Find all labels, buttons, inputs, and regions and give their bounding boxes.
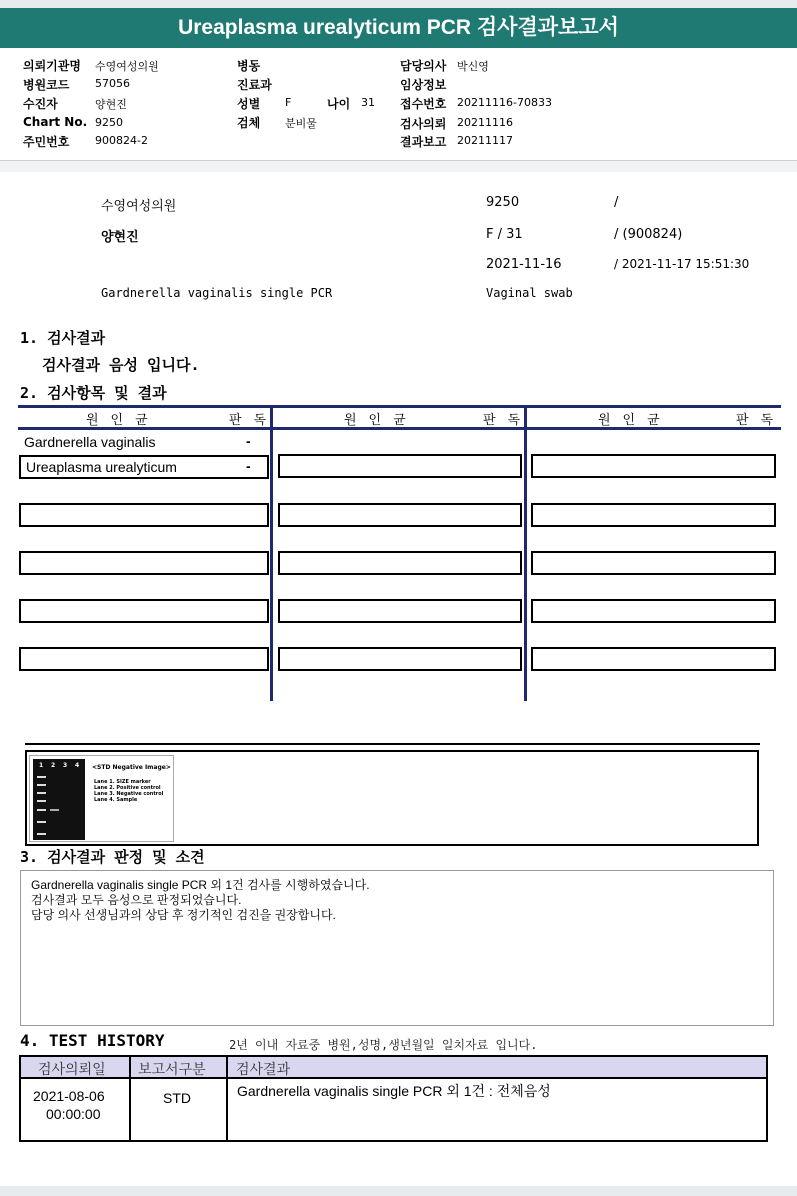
age-value: 31 bbox=[361, 96, 375, 109]
history-date-line2: 00:00:00 bbox=[46, 1106, 101, 1122]
col-reading-2: 판독 bbox=[483, 413, 533, 428]
empty-cell bbox=[19, 647, 269, 671]
col-pathogen-3: 원인균 bbox=[598, 413, 672, 428]
code-label: 병원코드 bbox=[23, 78, 70, 92]
specimen-label: 검체 bbox=[237, 116, 261, 130]
history-header-type: 보고서구분 bbox=[138, 1061, 206, 1077]
info-slash: / bbox=[614, 195, 619, 210]
empty-cell bbox=[531, 647, 776, 671]
section-3-title: 3. 검사결과 판정 및 소견 bbox=[20, 848, 205, 866]
clinical-label: 임상정보 bbox=[400, 78, 447, 92]
age-label: 나이 bbox=[327, 97, 351, 111]
info-report-datetime: / 2021-11-17 15:51:30 bbox=[614, 257, 750, 271]
gel-legend-item: Lane 4. Sample bbox=[94, 797, 138, 803]
receipt-value: 20211116-70833 bbox=[457, 96, 552, 109]
section-1-result: 검사결과 음성 입니다. bbox=[42, 356, 200, 374]
patient-label: 수진자 bbox=[23, 97, 58, 111]
empty-cell bbox=[531, 599, 776, 623]
header-separator bbox=[0, 160, 797, 172]
hospital-label: 의뢰기관명 bbox=[23, 59, 81, 73]
sex-value: F bbox=[285, 96, 292, 109]
chart-value: 9250 bbox=[95, 116, 123, 129]
top-band bbox=[0, 0, 797, 8]
request-label: 검사의뢰 bbox=[400, 117, 447, 131]
gel-legend-item: Lane 2. Positive control bbox=[94, 785, 161, 791]
result-value-1: - bbox=[246, 433, 251, 449]
marker-band bbox=[37, 821, 46, 823]
hospital-value: 수영여성의원 bbox=[95, 60, 159, 73]
opinion-box bbox=[20, 870, 774, 1026]
col-reading-3: 판독 bbox=[736, 413, 786, 428]
lane-label: 3 bbox=[63, 762, 68, 769]
section-4-title: 4. TEST HISTORY bbox=[20, 1031, 165, 1050]
gel-photo bbox=[33, 759, 85, 840]
history-header-date: 검사의뢰일 bbox=[38, 1061, 106, 1077]
id-value: 900824-2 bbox=[95, 134, 148, 147]
empty-cell bbox=[531, 454, 776, 478]
result-name-1: Gardnerella vaginalis bbox=[24, 434, 156, 450]
positive-band bbox=[50, 809, 59, 811]
empty-cell bbox=[278, 454, 522, 478]
report-value: 20211117 bbox=[457, 134, 513, 147]
empty-cell bbox=[531, 503, 776, 527]
empty-cell bbox=[19, 503, 269, 527]
info-sex-age: F / 31 bbox=[486, 227, 523, 242]
info-hospital: 수영여성의원 bbox=[101, 199, 177, 214]
receipt-label: 접수번호 bbox=[400, 97, 447, 111]
empty-cell bbox=[19, 551, 269, 575]
result-value-2: - bbox=[246, 458, 251, 474]
empty-cell bbox=[278, 551, 522, 575]
doctor-label: 담당의사 bbox=[400, 59, 447, 73]
ward-label: 병동 bbox=[237, 59, 261, 73]
specimen-value: 분비물 bbox=[285, 117, 317, 130]
table-top-rule bbox=[18, 405, 781, 408]
lane-label: 4 bbox=[75, 762, 80, 769]
info-test-name: Gardnerella vaginalis single PCR bbox=[101, 286, 333, 300]
gel-legend-item: Lane 3. Negative control bbox=[94, 791, 164, 797]
report-title: Ureaplasma urealyticum PCR 검사결과보고서 bbox=[0, 8, 797, 48]
marker-band bbox=[37, 792, 46, 794]
history-note: 2년 이내 자료중 병원,성명,생년월일 일치자료 입니다. bbox=[229, 1038, 538, 1052]
info-patient: 양현진 bbox=[101, 230, 139, 245]
col-pathogen-1: 원인균 bbox=[86, 413, 160, 428]
doctor-value: 박신영 bbox=[457, 60, 489, 73]
marker-band bbox=[37, 809, 46, 811]
marker-band bbox=[37, 833, 46, 835]
chart-label: Chart No. bbox=[23, 115, 88, 129]
empty-cell bbox=[278, 647, 522, 671]
col-reading-1: 판독 bbox=[229, 413, 279, 428]
info-request-date: 2021-11-16 bbox=[486, 257, 562, 272]
lane-label: 1 bbox=[39, 762, 44, 769]
patient-value: 양현진 bbox=[95, 98, 127, 111]
col-pathogen-2: 원인균 bbox=[344, 413, 418, 428]
empty-cell bbox=[531, 551, 776, 575]
history-date-line1: 2021-08-06 bbox=[33, 1088, 105, 1104]
info-birth: / (900824) bbox=[614, 227, 683, 242]
history-table bbox=[19, 1055, 768, 1142]
history-header-result: 검사결과 bbox=[236, 1061, 291, 1077]
bottom-band bbox=[0, 1186, 797, 1196]
info-specimen: Vaginal swab bbox=[486, 286, 573, 300]
opinion-line: 검사결과 모두 음성으로 판정되었습니다. bbox=[31, 893, 242, 907]
opinion-line: Gardnerella vaginalis single PCR 외 1건 검사를 시행하였습니다. bbox=[31, 878, 370, 892]
dept-label: 진료과 bbox=[237, 78, 272, 92]
empty-cell bbox=[19, 599, 269, 623]
sex-label: 성별 bbox=[237, 97, 261, 111]
empty-cell bbox=[278, 503, 522, 527]
section-1-title: 1. 검사결과 bbox=[20, 329, 106, 347]
info-chart: 9250 bbox=[486, 195, 520, 210]
image-divider bbox=[25, 743, 760, 745]
gel-legend-title: <STD Negative Image> bbox=[92, 764, 171, 771]
request-value: 20211116 bbox=[457, 116, 513, 129]
result-name-2: Ureaplasma urealyticum bbox=[26, 459, 177, 475]
empty-cell bbox=[278, 599, 522, 623]
table-divider-1 bbox=[270, 405, 273, 701]
code-value: 57056 bbox=[95, 77, 130, 90]
history-type: STD bbox=[163, 1090, 191, 1106]
lane-label: 2 bbox=[51, 762, 56, 769]
opinion-line: 담당 의사 선생님과의 상담 후 정기적인 검진을 권장합니다. bbox=[31, 908, 336, 922]
report-label: 결과보고 bbox=[400, 135, 447, 149]
table-divider-2 bbox=[524, 405, 527, 701]
marker-band bbox=[37, 800, 46, 802]
section-2-title: 2. 검사항목 및 결과 bbox=[20, 384, 167, 402]
gel-image bbox=[29, 755, 174, 842]
marker-band bbox=[37, 776, 46, 778]
marker-band bbox=[37, 784, 46, 786]
gel-legend-item: Lane 1. SIZE marker bbox=[94, 779, 151, 785]
history-result: Gardnerella vaginalis single PCR 외 1건 : 전체음성 bbox=[237, 1083, 551, 1099]
id-label: 주민번호 bbox=[23, 135, 70, 149]
